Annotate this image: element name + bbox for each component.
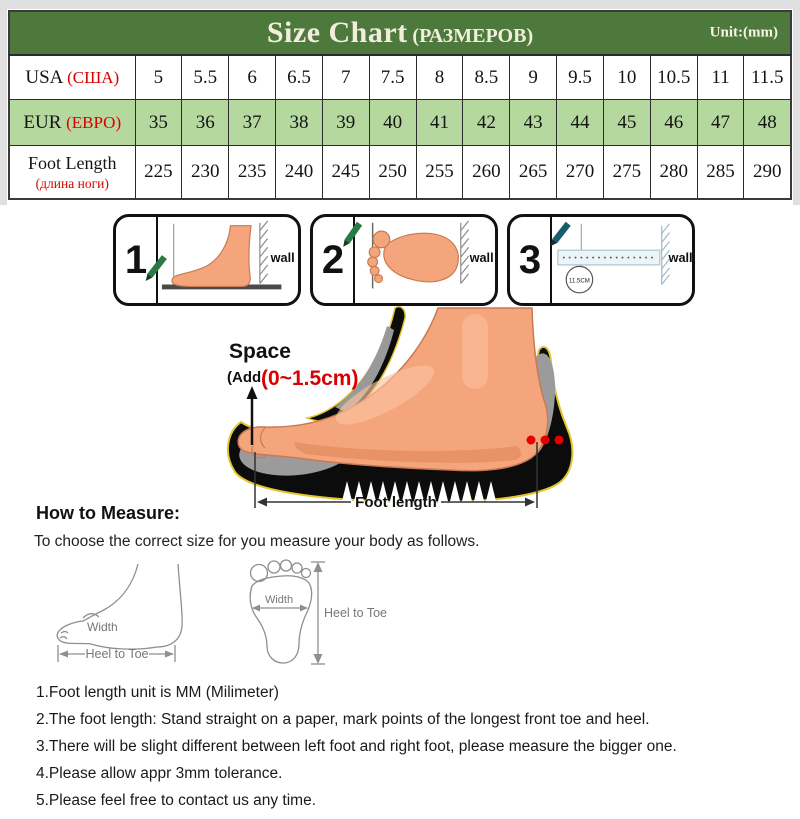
wall-label: wall bbox=[469, 249, 494, 265]
ruler-shape bbox=[558, 250, 660, 265]
row-label-ru: (ЕВРО) bbox=[66, 112, 122, 132]
note-item: 1.Foot length unit is MM (Milimeter) bbox=[36, 684, 279, 701]
panel-number: 1 bbox=[116, 217, 158, 303]
size-cell: 270 bbox=[557, 146, 604, 200]
intro-text: To choose the correct size for you measure your body as follows. bbox=[34, 533, 480, 550]
size-cell: 11.5 bbox=[744, 55, 791, 100]
space-label: Space bbox=[229, 340, 291, 363]
heel-to-toe-label: Heel to Toe bbox=[85, 647, 149, 661]
row-label-en: EUR bbox=[23, 111, 62, 133]
size-cell: 260 bbox=[463, 146, 510, 200]
size-cell: 10.5 bbox=[650, 55, 697, 100]
measure-panel-1 bbox=[113, 214, 301, 306]
size-cell: 35 bbox=[135, 100, 182, 146]
size-cell: 8.5 bbox=[463, 55, 510, 100]
size-cell: 5 bbox=[135, 55, 182, 100]
size-cell: 285 bbox=[697, 146, 744, 200]
heel-space-dots bbox=[527, 436, 564, 445]
note-item: 2.The foot length: Stand straight on a paper, mark points of the longest front toe and heel. bbox=[36, 711, 650, 728]
size-cell: 6 bbox=[229, 55, 276, 100]
width-label: Width bbox=[264, 594, 294, 606]
wall-label: wall bbox=[270, 249, 295, 265]
size-cell: 265 bbox=[510, 146, 557, 200]
unit-label: Unit:(mm) bbox=[709, 24, 778, 41]
size-cell: 8 bbox=[416, 55, 463, 100]
row-label-en: USA bbox=[25, 66, 63, 88]
row-label-foot-length bbox=[9, 146, 135, 200]
size-table bbox=[8, 10, 792, 200]
size-cell: 235 bbox=[229, 146, 276, 200]
right-margin-strip bbox=[793, 0, 800, 205]
size-cell: 46 bbox=[650, 100, 697, 146]
measure-panels bbox=[113, 214, 695, 306]
size-cell: 280 bbox=[650, 146, 697, 200]
heel-to-toe-arrow-vertical bbox=[311, 562, 325, 664]
size-cell: 240 bbox=[276, 146, 323, 200]
panel1-side-foot-diagram-svg bbox=[158, 217, 301, 303]
size-cell: 255 bbox=[416, 146, 463, 200]
fit-illustration-svg bbox=[225, 300, 590, 515]
row-label-ru: (длина ноги) bbox=[35, 175, 109, 191]
measure-panel-3 bbox=[507, 214, 695, 306]
heel-to-toe-label: Heel to Toe bbox=[324, 606, 388, 620]
table-row-eur bbox=[9, 100, 791, 146]
size-cell: 43 bbox=[510, 100, 557, 146]
left-margin-strip bbox=[0, 0, 7, 205]
top-margin-strip bbox=[0, 0, 800, 9]
side-foot-shape bbox=[172, 226, 251, 287]
fit-illustration bbox=[225, 300, 590, 520]
size-cell: 39 bbox=[322, 100, 369, 146]
table-row-foot-length bbox=[9, 146, 791, 200]
size-cell: 10 bbox=[603, 55, 650, 100]
size-cell: 7 bbox=[322, 55, 369, 100]
width-label: Width bbox=[87, 620, 118, 634]
size-cell: 41 bbox=[416, 100, 463, 146]
size-cell: 47 bbox=[697, 100, 744, 146]
size-cell: 9 bbox=[510, 55, 557, 100]
how-to-measure-heading: How to Measure: bbox=[36, 503, 181, 523]
size-cell: 7.5 bbox=[369, 55, 416, 100]
add-label: (Add bbox=[227, 369, 262, 386]
size-cell: 40 bbox=[369, 100, 416, 146]
table-title-main: Size Chart bbox=[266, 16, 408, 49]
panel2-top-foot-diagram-svg bbox=[355, 217, 498, 303]
note-item: 5.Please feel free to contact us any time. bbox=[36, 792, 317, 809]
footprint-outline bbox=[250, 560, 311, 663]
note-item: 3.There will be slight different between left foot and right foot, please measure the bigger one. bbox=[36, 738, 677, 755]
range-label: (0~1.5cm) bbox=[261, 367, 359, 390]
lower-diagrams bbox=[45, 556, 405, 691]
row-label-en: Foot Length bbox=[28, 152, 117, 173]
row-label-usa bbox=[9, 55, 135, 100]
size-cell: 5.5 bbox=[182, 55, 229, 100]
wall-label: wall bbox=[668, 249, 693, 265]
size-cell: 9.5 bbox=[557, 55, 604, 100]
notes-list bbox=[36, 684, 677, 819]
side-foot-outline bbox=[57, 564, 182, 649]
table-title bbox=[266, 16, 534, 49]
size-cell: 36 bbox=[182, 100, 229, 146]
size-cell: 45 bbox=[603, 100, 650, 146]
panel3-ruler-diagram-svg bbox=[552, 217, 695, 303]
table-title-suffix: (РАЗМЕРОВ) bbox=[412, 25, 534, 47]
size-cell: 245 bbox=[322, 146, 369, 200]
foot-length-label: Foot length bbox=[355, 494, 437, 511]
size-cell: 44 bbox=[557, 100, 604, 146]
top-foot-shape bbox=[368, 231, 459, 282]
size-cell: 290 bbox=[744, 146, 791, 200]
size-cell: 38 bbox=[276, 100, 323, 146]
size-cell: 11 bbox=[697, 55, 744, 100]
size-cell: 6.5 bbox=[276, 55, 323, 100]
panel-number: 3 bbox=[510, 217, 552, 303]
size-cell: 37 bbox=[229, 100, 276, 146]
ruler-circle-label: 11.5CM bbox=[569, 278, 590, 285]
measure-panel-2 bbox=[310, 214, 498, 306]
size-cell: 275 bbox=[603, 146, 650, 200]
row-label-eur bbox=[9, 100, 135, 146]
size-cell: 230 bbox=[182, 146, 229, 200]
foot-measure-diagrams-svg bbox=[45, 556, 405, 686]
panel-number: 2 bbox=[313, 217, 355, 303]
note-item: 4.Please allow appr 3mm tolerance. bbox=[36, 765, 283, 782]
size-cell: 48 bbox=[744, 100, 791, 146]
size-cell: 42 bbox=[463, 100, 510, 146]
size-cell: 250 bbox=[369, 146, 416, 200]
table-row-usa bbox=[9, 55, 791, 100]
size-cell: 225 bbox=[135, 146, 182, 200]
row-label-ru: (США) bbox=[67, 67, 120, 87]
table-header-row bbox=[9, 11, 791, 55]
